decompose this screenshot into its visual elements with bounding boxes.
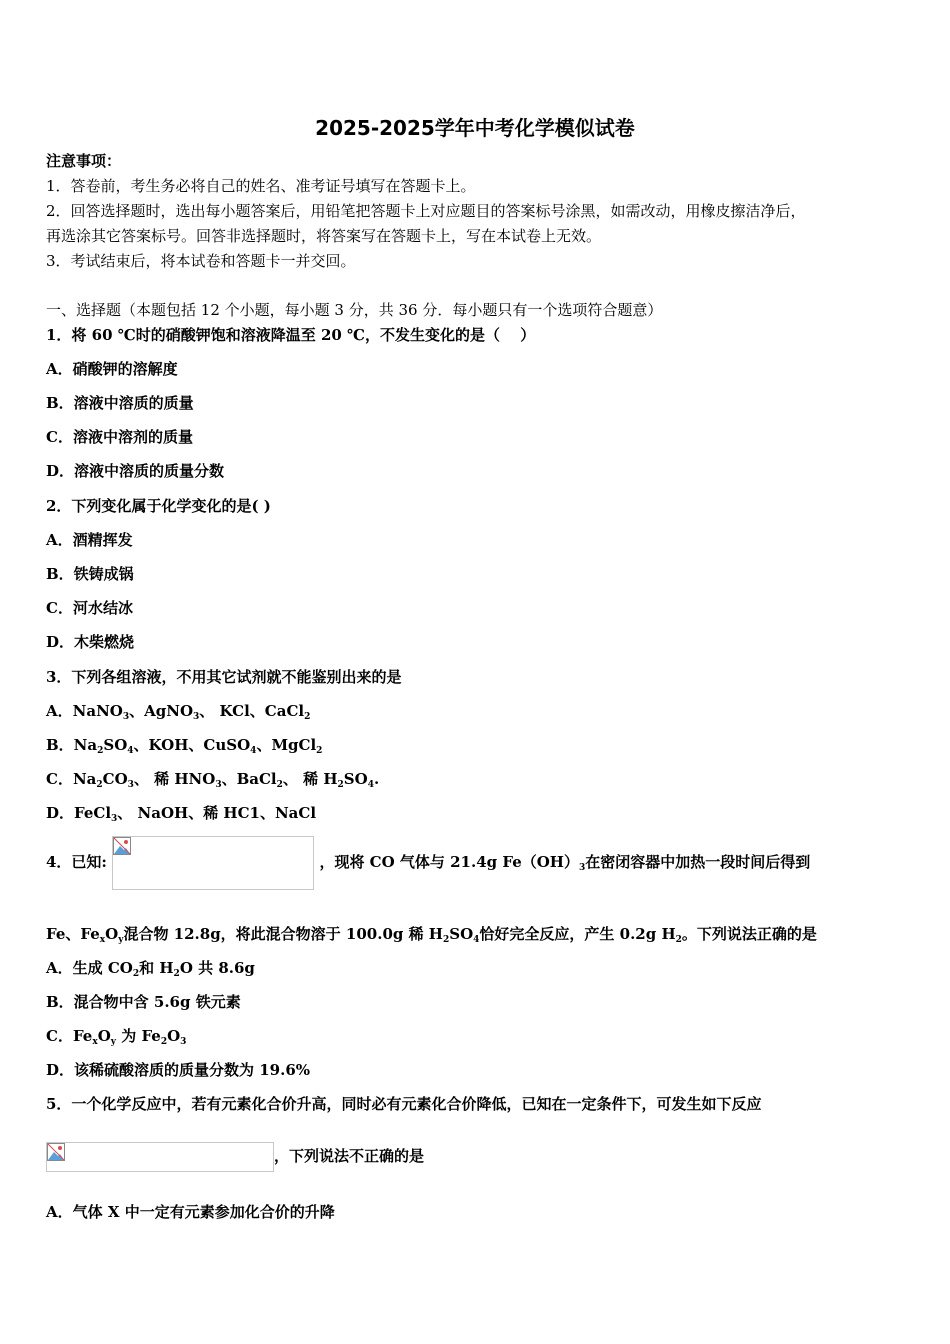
q5-option-a: A．气体 X 中一定有元素参加化合价的升降 <box>46 1203 335 1221</box>
notice-item: 3．考试结束后，将本试卷和答题卡一并交回。 <box>46 252 356 270</box>
q4-option-c: C．$Fe_xO_y$ 为 $Fe_2O_3$ <box>46 1027 187 1047</box>
reaction-image <box>46 1142 274 1172</box>
page-title: 2025-2025学年中考化学模似试卷 <box>315 116 635 140</box>
question-5-stem: 5．一个化学反应中，若有元素化合价升高，同时必有元素化合价降低，已知在一定条件下，可发生如下反应 <box>46 1095 762 1113</box>
q1-option-d: D．溶液中溶质的质量分数 <box>46 462 225 480</box>
question-4-stem: 4．已知: ，现将 CO 气体与 21.4g $Fe(OH)_3$在密闭容器中加热一段时间后得到 <box>46 835 810 889</box>
section-heading: 一、选择题（本题包括 12 个小题，每小题 3 分，共 36 分．每小题只有一个选项符合题意） <box>46 301 663 319</box>
equation-image <box>112 836 314 890</box>
q2-option-a: A．酒精挥发 <box>46 531 133 549</box>
question-5-stem-line2: ，下列说法不正确的是 <box>46 1141 424 1171</box>
question-1-stem: 1．将 60 ℃时的硝酸钾饱和溶液降温至 20 ℃，不发生变化的是（ ） <box>46 326 536 344</box>
q2-option-b: B．铁铸成锅 <box>46 565 134 583</box>
q4-option-a: A．生成 $CO_2$和 $H_2O$ 共 8.6g <box>46 959 255 979</box>
notice-item: 2．回答选择题时，选出每小题答案后，用铅笔把答题卡上对应题目的答案标号涂黑，如需改动，用橡皮擦洁净后， <box>46 202 806 220</box>
q1-option-a: A．硝酸钾的溶解度 <box>46 360 178 378</box>
q3-option-c: C．$Na_2CO_3$、 稀 $HNO_3$、BaCl$_2$、 稀 $H_2SO_4$. <box>46 770 380 790</box>
question-3-stem: 3．下列各组溶液，不用其它试剂就不能鉴别出来的是 <box>46 668 402 686</box>
notice-item: 1．答卷前，考生务必将自己的姓名、准考证号填写在答题卡上。 <box>46 177 476 195</box>
q3-option-a: A．NaNO$_3$、AgNO$_3$、 KCl、CaCl$_2$ <box>46 702 311 722</box>
broken-image-icon <box>47 1143 65 1161</box>
question-4-stem-line2: Fe、$Fe_xO_y$混合物 12.8g，将此混合物溶于 100.0g 稀 $H_2SO_4$恰好完全反应，产生 0.2g $H_2$。下列说法正确的是 <box>46 925 817 945</box>
notice-item: 再选涂其它答案标号。回答非选择题时，将答案写在答题卡上，写在本试卷上无效。 <box>46 227 602 245</box>
question-2-stem: 2．下列变化属于化学变化的是( ) <box>46 497 271 515</box>
notice-heading: 注意事项： <box>46 152 122 170</box>
broken-image-icon <box>113 837 131 855</box>
q4-option-d: D．该稀硫酸溶质的质量分数为 19.6% <box>46 1061 311 1079</box>
q2-option-d: D．木柴燃烧 <box>46 633 135 651</box>
q1-option-c: C．溶液中溶剂的质量 <box>46 428 193 446</box>
q3-option-b: B．$Na_2SO_4$、KOH、CuSO$_4$、MgCl$_2$ <box>46 736 323 756</box>
q1-option-b: B．溶液中溶质的质量 <box>46 394 194 412</box>
q2-option-c: C．河水结冰 <box>46 599 133 617</box>
q4-option-b: B．混合物中含 5.6g 铁元素 <box>46 993 241 1011</box>
q3-option-d: D．FeCl$_3$、 NaOH、稀 HC1、NaCl <box>46 804 317 824</box>
